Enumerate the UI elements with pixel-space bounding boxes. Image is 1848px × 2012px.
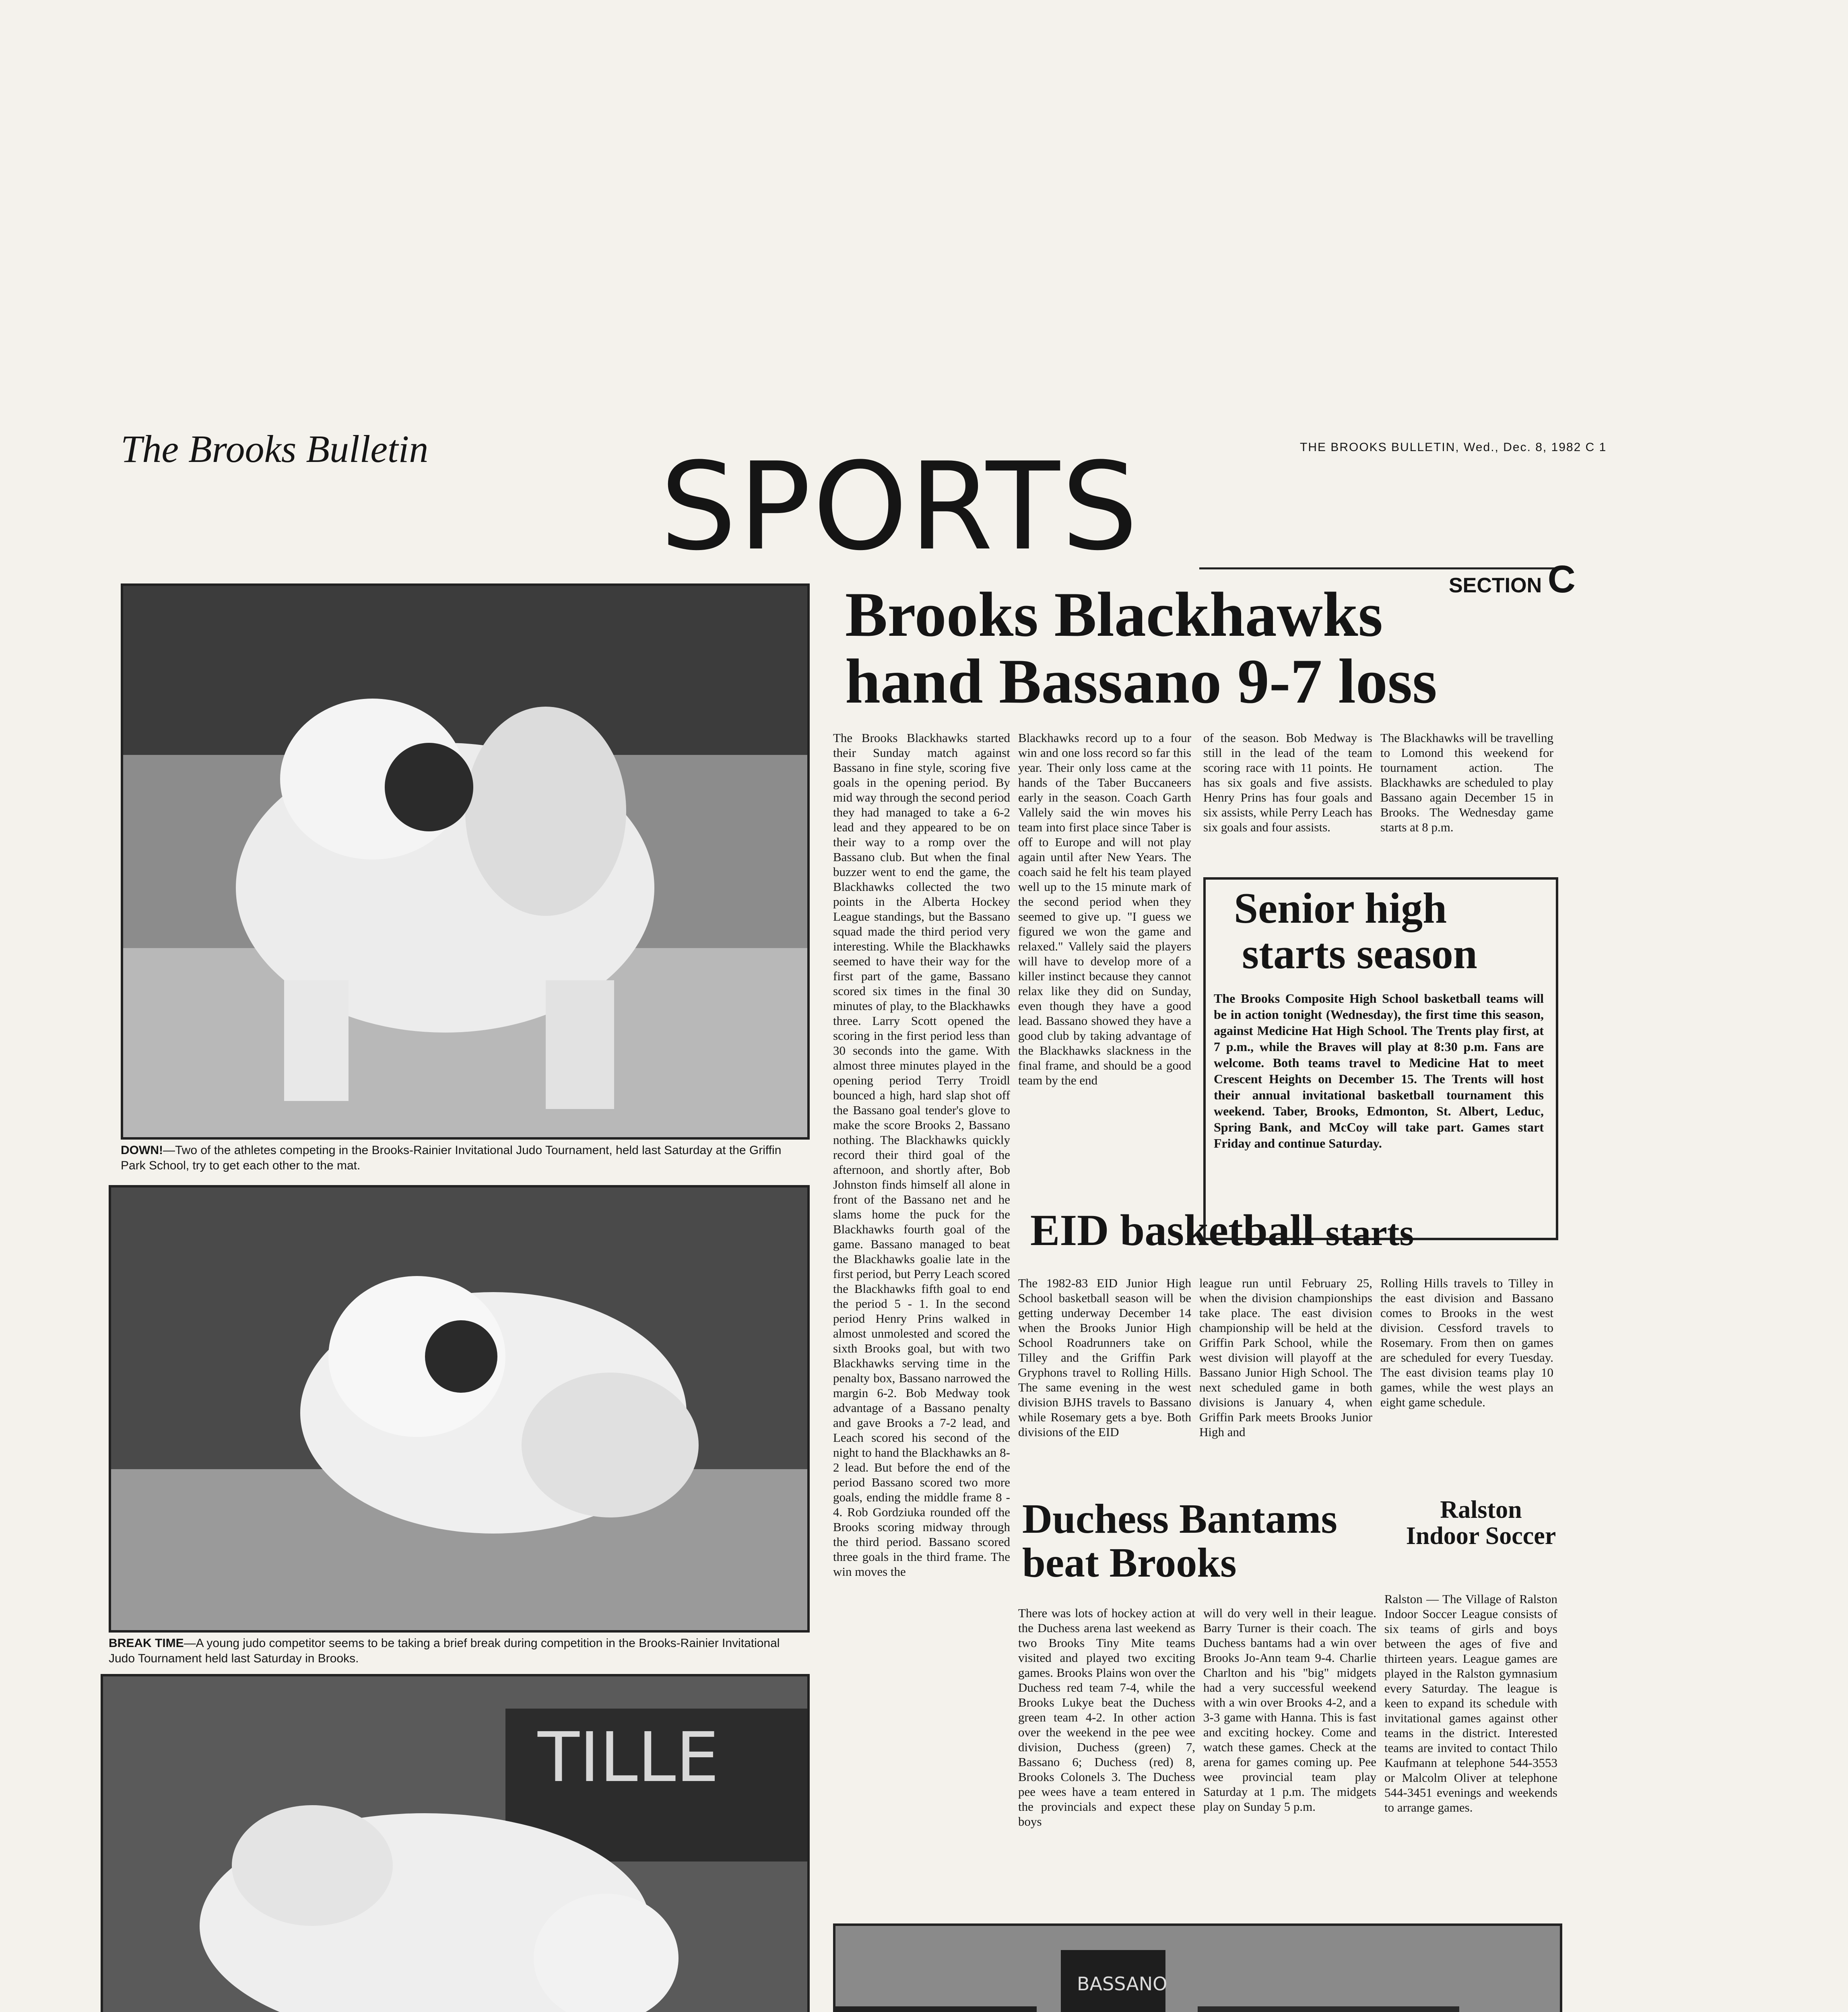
tille-sign: TILLE xyxy=(538,1718,719,1798)
blackhawks-col-3: of the season. Bob Medway is still in the lead of the team scoring race with 11 points. He has six goals and five assists. Henry Prins has four goals and six assists, while Perry Leach has six goals and four assists. xyxy=(1203,731,1372,834)
duchess-headline-line1: Duchess Bantams xyxy=(1022,1496,1337,1542)
duchess-col-1: There was lots of hockey action at the Duchess arena last weekend as two Brooks Tiny Mite teams visited and played two exciting games. Brooks Plains won over the Duchess red team 7-4, while the Brooks Lukye beat the Duchess green team 4-2. In other action over the weekend in the pee wee division, Duchess (green) 7, Bassano 6; Duchess (red) 8, Brooks Colonels 3. The Duchess pee wees have a team entered in the provincials and expect these boys xyxy=(1018,1606,1195,1829)
ralston-body: Ralston — The Village of Ralston Indoor Soccer League consists of six teams of girls and boys between the ages of five and thirteen years. League games are played in the Ralston gymnasium every Saturday. The league is keen to expand its schedule with invitational games against other teams in the district. Interested teams are invited to contact Thilo Kaufmann at telephone 544-3553 or Malcolm Oliver at telephone 544-3451 evenings and weekends to arrange games. xyxy=(1384,1592,1557,1814)
caption-text: —Two of the athletes competing in the Brooks-Rainier Invitational Judo Tournament, held last Saturday at the Griffin Park School, try to get each other to the mat. xyxy=(121,1144,782,1172)
senior-high-headline-line2: starts season xyxy=(1242,930,1477,978)
dateline: THE BROOKS BULLETIN, Wed., Dec. 8, 1982 C 1 xyxy=(1300,441,1607,454)
judo-photo-2-art xyxy=(111,1187,807,1630)
judo-photo-2 xyxy=(109,1185,810,1633)
eid-col-1: The 1982-83 EID Junior High School basketball season will be getting underway December 14 when the Brooks Junior High School Roadrunners take on Tilley and the Griffin Park Gryphons travel to Rolling Hills. The same evening in the west division BJHS travels to Bassano while Rosemary gets a bye. Both divisions of the EID xyxy=(1018,1276,1191,1439)
judo-photo-1-art xyxy=(123,586,807,1137)
senior-high-box xyxy=(1203,877,1558,1240)
eid-col-3: Rolling Hills travels to Tilley in the east division and Bassano comes to Brooks in the west division. Cessford travels to Rosemary. From then on games are scheduled for every Tuesday. The east division teams play 10 games, while the west plays an eight game schedule. xyxy=(1380,1276,1553,1409)
duchess-col-2: will do very well in their league. Barry Turner is their coach. The Duchess bantams had a win over Brooks Jo-Ann team 9-4. Charlie Charlton and his "big" midgets had a very successful weekend with a win over Brooks 4-2, and a 3-3 game with Hanna. This is fast and exciting hockey. Come and watch these games. Check at the arena for games coming up. Pee wee provincial team play Saturday at 1 p.m. The midgets play on Sunday 5 p.m. xyxy=(1203,1606,1376,1814)
judo-photo-2-caption xyxy=(109,1636,805,1666)
duchess-headline xyxy=(1022,1497,1425,1585)
masthead: The Brooks Bulletin xyxy=(121,427,429,470)
senior-high-headline xyxy=(1234,886,1477,977)
eid-headline xyxy=(1030,1207,1553,1254)
blackhawks-col-2: Blackhawks record up to a four win and one loss record so far this year. Their only loss came at the hands of the Taber Buccaneers early in the season. Coach Garth Vallely said the win moves his team into first place since Taber is off to Europe and will not play again until after New Years. The coach said he felt his team played well up to the 15 minute mark of the second period when they seemed to give up. "I guess we figured we won the game and relaxed." Vallely said the players will have to develop more of a killer instinct because they cannot relax like they did on Sunday, even though they have a good lead. Bassano showed they have a good club by taking advantage of the Blackhawks slackness in the final frame, and should be a good team by the end xyxy=(1018,731,1191,1087)
hockey-photo-art xyxy=(835,1926,1560,2012)
caption-text: —A young judo competitor seems to be taking a brief break during competition in the Brooks-Rainier Invitational Judo Tournament held last Saturday in Brooks. xyxy=(109,1637,780,1665)
eid-headline-line1: EID basketball xyxy=(1030,1206,1315,1255)
section-label-text: SECTION xyxy=(1449,574,1542,597)
sports-title: SPORTS xyxy=(660,437,1140,577)
judo-photo-1 xyxy=(121,583,810,1140)
senior-high-headline-line1: Senior high xyxy=(1234,884,1447,932)
blackhawks-headline xyxy=(845,581,1610,715)
judo-photo-1-caption xyxy=(121,1143,805,1173)
blackhawks-col-1: The Brooks Blackhawks started their Sunday match against Bassano in fine style, scoring five goals in the opening period. By mid way through the second period they had managed to take a 6-2 lead and they appeared to be on their way to a romp over the Bassano club. But when the final buzzer went to end the game, the Blackhawks collected the two points in the Alberta Hockey League standings, but the Bassano squad made the third period very interesting. While the Blackhawks seemed to have their way for the first part of the game, Bassano scored six times in the final 30 minutes of play, to the Blackhawks three. Larry Scott opened the scoring in the first period less than 30 seconds into the game. With almost three minutes played in the opening period Terry Troidl bounced a high, hard slap shot off the Bassano goal tender's glove to make the score Brooks 2, Bassano nothing. The Blackhawks quickly record their third goal of the afternoon, and shortly after, Bob Johnston finds himself all alone in front of the Bassano net and he slams home the puck for the Blackhawks fourth goal of the game. Bassano managed to beat the Blackhawks goalie late in the first period, but Perry Leach scored the Blackhawks fifth goal to end the period 5 - 1. In the second period Henry Prins walked in almost unmolested and scored the sixth Brooks goal, but with two Blackhawks serving time in the penalty box, Bassano narrowed the margin 6-2. Bob Medway took advantage of a Bassano penalty and gave Brooks a 7-2 lead, and Leach scored his second of the night to hand the Blackhawks an 8-2 lead. But before the end of the period Bassano scored two more goals, ending the middle frame 8 - 4. Rob Gordziuka rounded off the Brooks scoring midway through the third period. Bassano scored three goals in the third frame. The win moves the xyxy=(833,731,1010,1579)
hockey-photo xyxy=(833,1923,1562,2012)
ralston-headline: Ralston Indoor Soccer xyxy=(1406,1496,1556,1550)
section-letter: C xyxy=(1547,558,1576,601)
blackhawks-col-4: The Blackhawks will be travelling to Lomond this weekend for tournament action. The Blackhawks are scheduled to play Bassano again December 15 in Brooks. The Wednesday game starts at 8 p.m. xyxy=(1380,731,1553,834)
caption-lead: DOWN! xyxy=(121,1144,163,1157)
eid-col-2: league run until February 25, when the division championships take place. The east division championship will be held at the Griffin Park School, while the west division will playoff at the Bassano Junior High School. The next scheduled game in both divisions is January 4, when Griffin Park meets Brooks Junior High and xyxy=(1199,1276,1372,1439)
blackhawks-headline-line1: Brooks Blackhawks xyxy=(845,579,1383,650)
duchess-headline-line2: beat Brooks xyxy=(1022,1540,1237,1586)
judo-photo-3 xyxy=(101,1674,810,2012)
senior-high-body: The Brooks Composite High School basketball teams will be in action tonight (Wednesday), the first time this season, against Medicine Hat High School. The Trents play first, at 7 p.m., while the Braves will play at 8:30 p.m. Fans are welcome. Both teams travel to Medicine Hat to meet Crescent Heights on December 15. The Trents will host their annual invitational basketball tournament this weekend. Taber, Brooks, Edmonton, St. Albert, Leduc, Spring Bank, and McCoy will take part. Games start Friday and continue Saturday. xyxy=(1214,991,1544,1150)
caption-lead: BREAK TIME xyxy=(109,1637,184,1650)
bassano-sign: BASSANO xyxy=(1077,1973,1167,1995)
judo-photo-3-art xyxy=(103,1676,807,2012)
eid-headline-line2: starts xyxy=(1325,1212,1414,1253)
blackhawks-headline-line2: hand Bassano 9-7 loss xyxy=(845,646,1437,717)
